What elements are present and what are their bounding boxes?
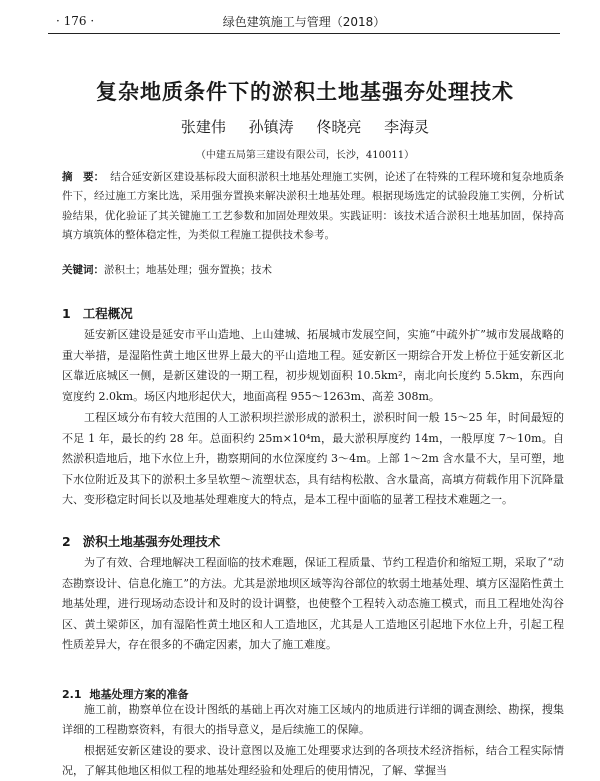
section-1-title: 工程概况 — [82, 306, 133, 321]
header-rule — [48, 33, 560, 34]
section-2-number: 2 — [62, 534, 71, 549]
keywords — [62, 262, 564, 277]
affiliation: （中建五局第三建设有限公司，长沙，410011） — [195, 150, 415, 161]
section-2-1-number: 2.1 — [62, 688, 82, 701]
section-1-heading — [62, 304, 133, 322]
section-2-1-paragraph-1: 施工前，勘察单位在设计图纸的基础上再次对施工区域内的地质进行详细的调查测绘、勘探，搜集详细的工程勘察资料，有很大的指导意义，是后续施工的保障。 — [62, 703, 564, 736]
section-1-paragraph-2: 工程区域分布有较大范围的人工淤积坝拦淤形成的淤积土，淤积时间一般 15～25 年，时间最短的不足 1 年，最长的约 28 年。总面积约 25m×10⁴m，最大淤积厚度约 14m，一般厚度 7～10m。自然淤积造地后，地下水位上升，勘察期间的水位深度约 3～4m。上部 1～2m 含水量不大，呈可塑，地下水位附近及其下的淤积土多呈软塑～流塑状态，具有结构松散、含水量高，高填方荷载作用下沉降量大、变形稳定时间长以及地基处理难度大的特点，是本工程中面临的显著工程技术难题之一。 — [62, 411, 564, 506]
page-number: · 176 · — [56, 14, 95, 28]
abstract-label: 摘 要： — [62, 171, 105, 183]
section-2-1-paragraph-2: 根据延安新区建设的要求、设计意图以及施工处理要求达到的各项技术经济指标，结合工程实际情况，了解其他地区相似工程的地基处理经验和处理后的使用情况，了解、掌握当 — [62, 744, 564, 777]
keywords-label: 关键词： — [62, 264, 104, 276]
abstract-text: 结合延安新区建设基标段大面积淤积土地基处理施工实例，论述了在特殊的工程环境和复杂地质条件下，经过施工方案比选，采用强夯置换来解决淤积土地基处理。根据现场选定的试验段施工实例，分析试验结果，优化验证了其关键施工工艺参数和加固处理效果。实践证明：该技术适合淤积土地基加固，保持高填方填筑体的整体稳定性，为类似工程施工提供技术参考。 — [62, 171, 564, 242]
section-2-title: 淤积土地基强夯处理技术 — [82, 534, 221, 549]
section-2-1-title: 地基处理方案的准备 — [89, 688, 189, 701]
section-2-paragraph-1: 为了有效、合理地解决工程面临的技术难题，保证工程质量、节约工程造价和缩短工期，采取了“动态勘察设计、信息化施工”的方法。尤其是淤地坝区域等沟谷部位的软弱土地基处理、填方区湿陷性黄土地基处理，进行现场动态设计和及时的设计调整，也使整个工程转入动态施工模式，而且工程地处沟谷区、黄土梁茆区，加有湿陷性黄土地区和人工造地区，尤其是人工造地区引起地下水位上升，引起工程性质差异大，存在很多的不确定因素，加大了施工难度。 — [62, 556, 564, 651]
journal-name: 绿色建筑施工与管理（2018） — [222, 15, 386, 29]
running-header — [48, 10, 560, 34]
section-2-heading — [62, 532, 220, 550]
section-1-number: 1 — [62, 306, 71, 321]
abstract — [62, 168, 564, 246]
paper-title: 复杂地质条件下的淤积土地基强夯处理技术 — [96, 80, 514, 104]
authors: 张建伟 孙镇涛 佟晓亮 李海灵 — [180, 118, 430, 136]
keywords-text: 淤积土；地基处理；强夯置换；技术 — [104, 264, 272, 276]
section-1-paragraph-1: 延安新区建设是延安市平山造地、上山建城、拓展城市发展空间，实施“中疏外扩”城市发展战略的重大举措，是湿陷性黄土地区世界上最大的平山造地工程。延安新区一期综合开发上桥位于延安新区北区靠近底城区一侧，是新区建设的一期工程，初步规划面积 10.5km²，南北向长度约 5.5km，东西向宽度约 2.0km。场区内地形起伏大，地面高程 955～1263m、高差 308m。 — [62, 328, 564, 403]
